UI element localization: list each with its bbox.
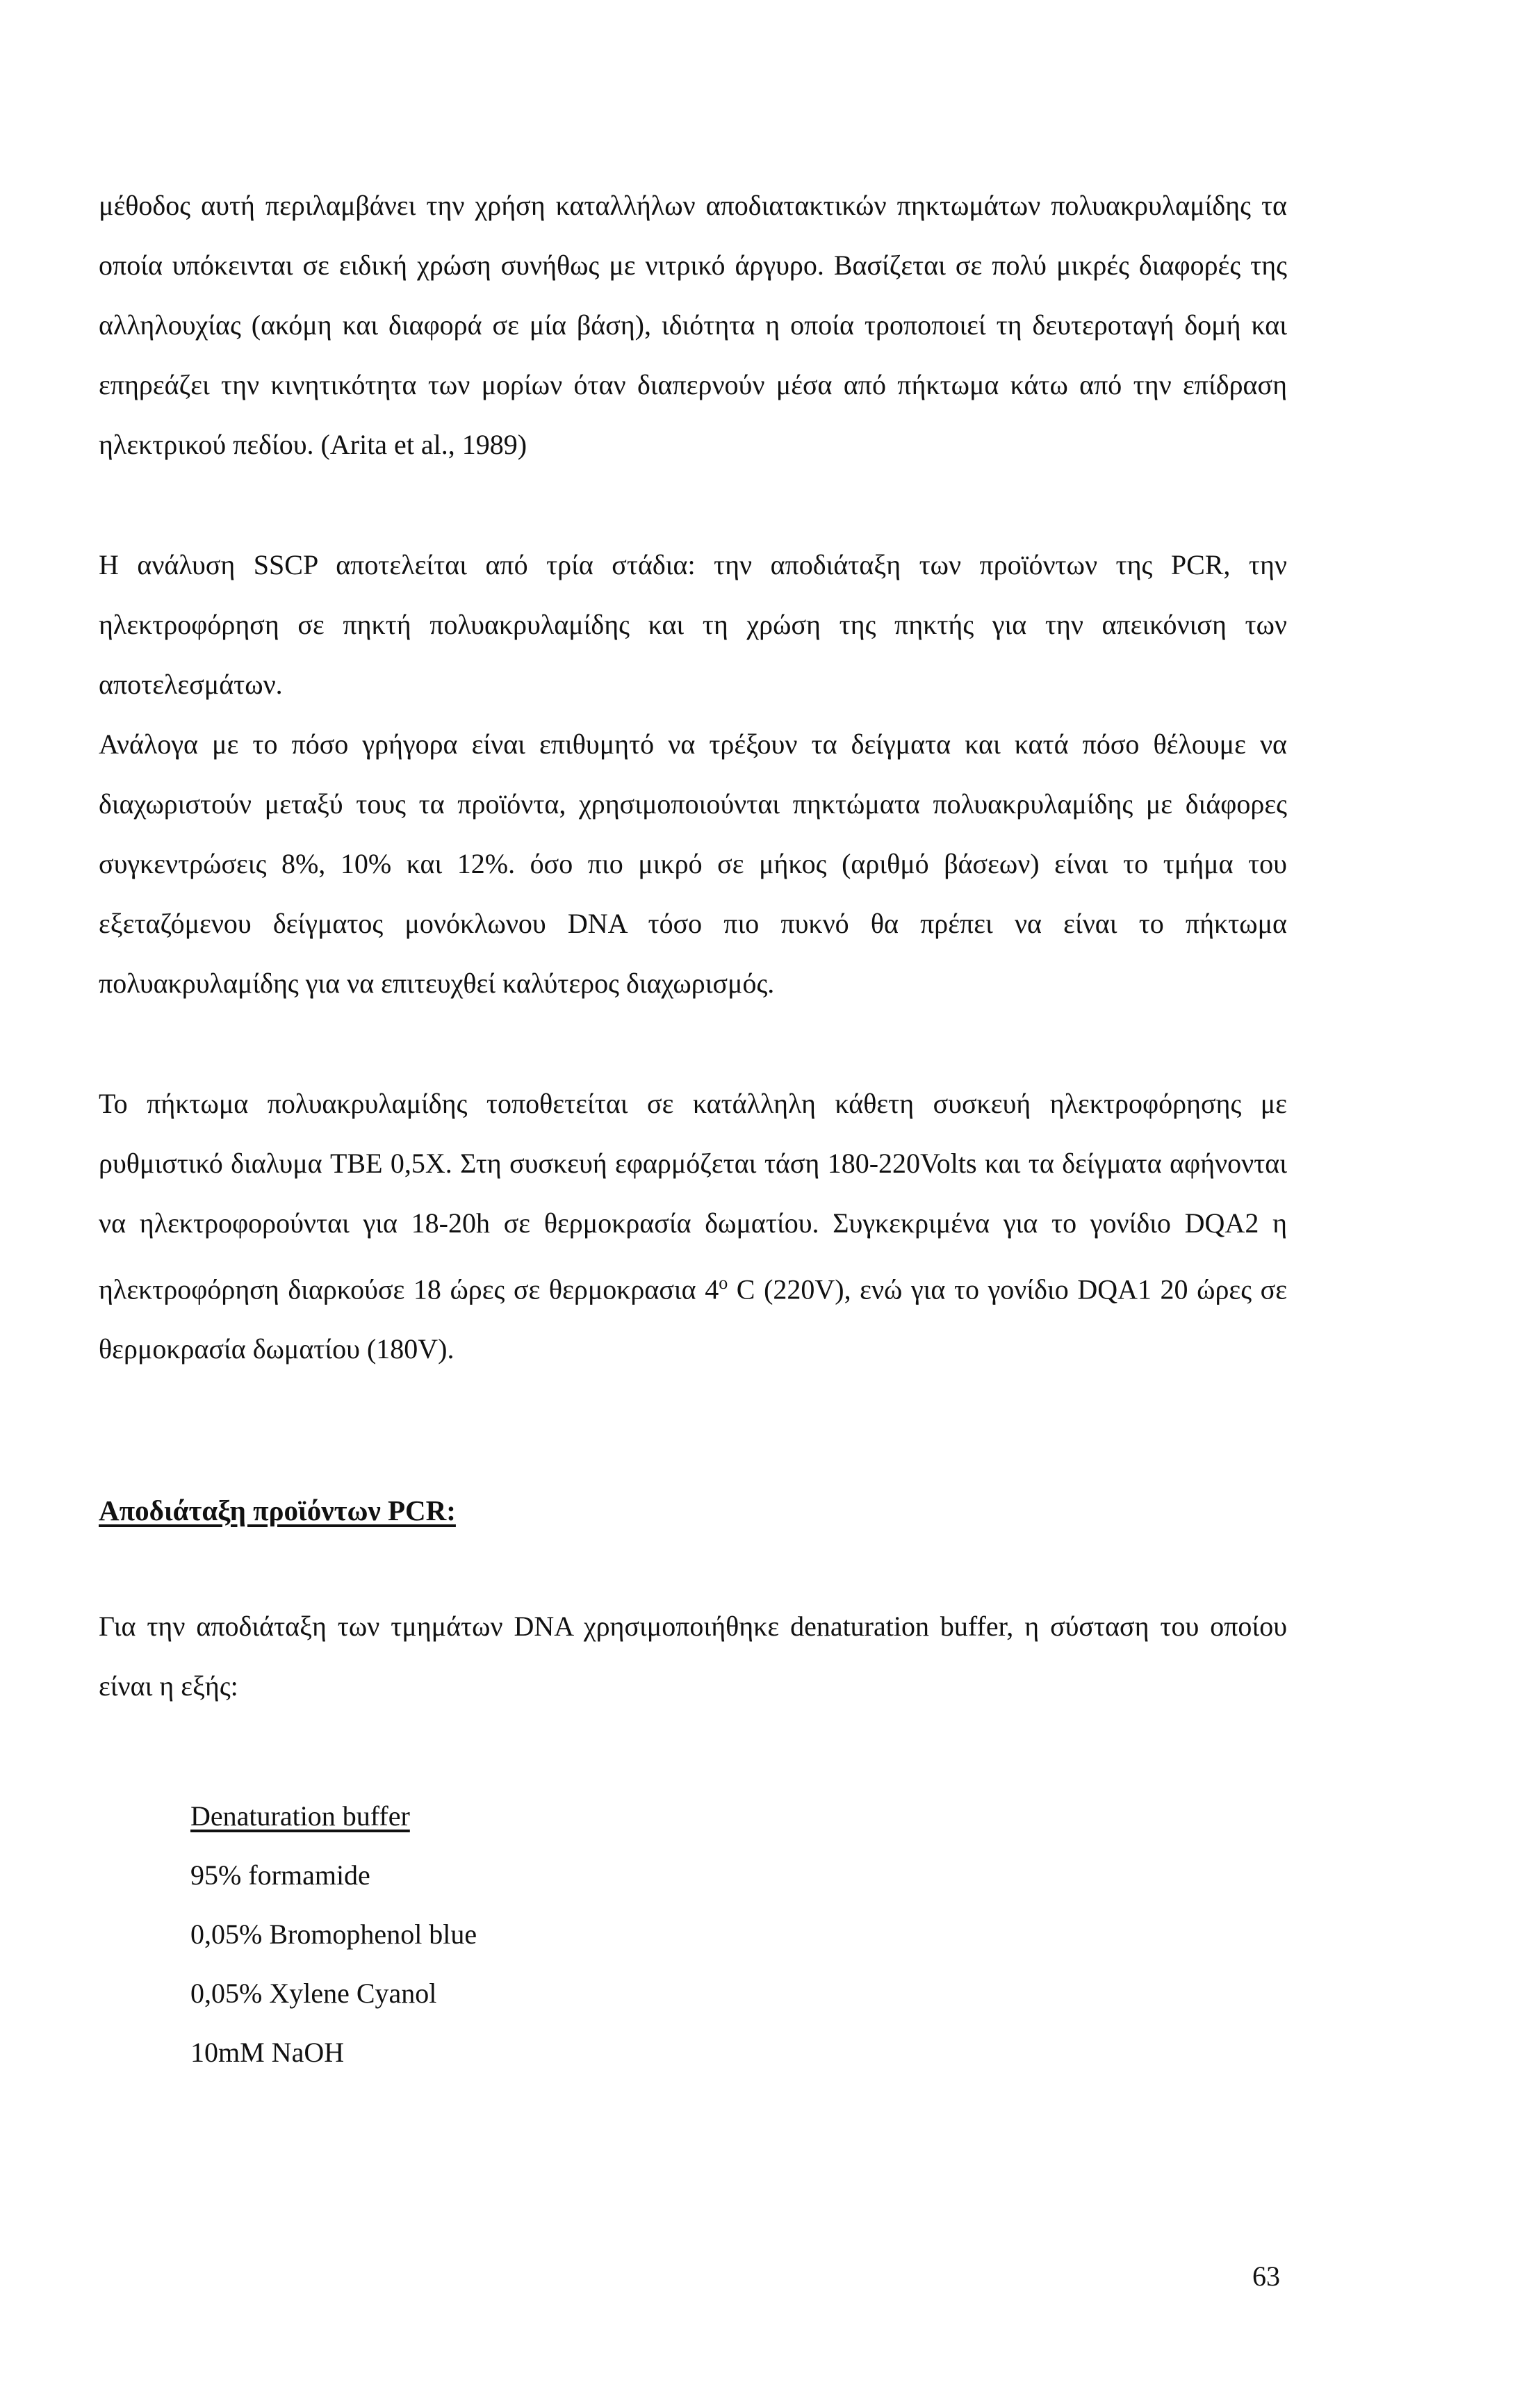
paragraph-sscp-stages: Η ανάλυση SSCP αποτελείται από τρία στάδια: την αποδιάταξη των προϊόντων της PCR, την ηλεκτροφόρηση σε πηκτή πολυακρυλαμίδης και τη χρώση της πηκτής για την απεικόνιση των αποτελεσμάτων. bbox=[99, 549, 1287, 700]
page-number: 63 bbox=[1252, 2261, 1280, 2292]
degree-superscript: o bbox=[719, 1273, 728, 1293]
list-item: 0,05% Bromophenol blue bbox=[190, 1919, 477, 1950]
list-item: 10mM NaOH bbox=[190, 2037, 345, 2068]
paragraph-denaturation-buffer-intro: Για την αποδιάταξη των τμημάτων DNA χρησιμοποιήθηκε denaturation buffer, η σύσταση του οποίου είναι η εξής: bbox=[99, 1611, 1287, 1702]
section-heading-pcr-denaturation: Αποδιάταξη προϊόντων PCR: bbox=[99, 1494, 456, 1526]
list-item: 0,05% Xylene Cyanol bbox=[190, 1978, 437, 2009]
paragraph-sscp-method: μέθοδος αυτή περιλαμβάνει την χρήση καταλλήλων αποδιατακτικών πηκτωμάτων πολυακρυλαμίδης τα οποία υπόκεινται σε ειδική χρώση συνήθως με νιτρικό άργυρο. Βασίζεται σε πολύ μικρές διαφορές της αλληλουχίας (ακόμη και διαφορά σε μία βάση), ιδιότητα η οποία τροποποιεί τη δευτεροταγή δομή και επηρεάζει την κινητικότητα των μορίων όταν διαπερνούν μέσα από πήκτωμα κάτω από την επίδραση ηλεκτρικού πεδίου. (Arita et al., 1989) bbox=[99, 190, 1287, 460]
electrophoresis-text-part2: C (220V), ενώ για το γονίδιο DQA1 20 ώρες σε θερμοκρασία δωματίου (180V). bbox=[99, 1273, 1288, 1365]
electrophoresis-text-part1: Το πήκτωμα πολυακρυλαμίδης τοποθετείται σε κατάλληλη κάθετη συσκευή ηλεκτροφόρησης με ρυθμιστικό διαλυμα TBE 0,5X. Στη συσκευή εφαρμόζεται τάση 180-220Volts και τα δείγματα αφήνονται να ηλεκτροφορούνται για 18-20h σε θερμοκρασία δωματίου. Συγκεκριμένα για το γονίδιο DQA2 η ηλεκτροφόρηση διαρκούσε 18 ώρες σε θερμοκρασια 4 bbox=[99, 1088, 1287, 1305]
buffer-composition-list bbox=[190, 1786, 477, 2082]
list-item: 95% formamide bbox=[190, 1859, 370, 1891]
paragraph-electrophoresis-conditions bbox=[99, 1074, 1287, 1379]
paragraph-gel-concentrations: Ανάλογα με το πόσο γρήγορα είναι επιθυμητό να τρέξουν τα δείγματα και κατά πόσο θέλουμε να διαχωριστούν μεταξύ τους τα προϊόντα, χρησιμοποιούνται πηκτώματα πολυακρυλαμίδης με διάφορες συγκεντρώσεις 8%, 10% και 12%. όσο πιο μικρό σε μήκος (αριθμό βάσεων) είναι το τμήμα του εξεταζόμενου δείγματος μονόκλωνου DNA τόσο πιο πυκνό θα πρέπει να είναι το πήκτωμα πολυακρυλαμίδης για να επιτευχθεί καλύτερος διαχωρισμός. bbox=[99, 728, 1287, 999]
buffer-composition-title: Denaturation buffer bbox=[190, 1800, 410, 1832]
